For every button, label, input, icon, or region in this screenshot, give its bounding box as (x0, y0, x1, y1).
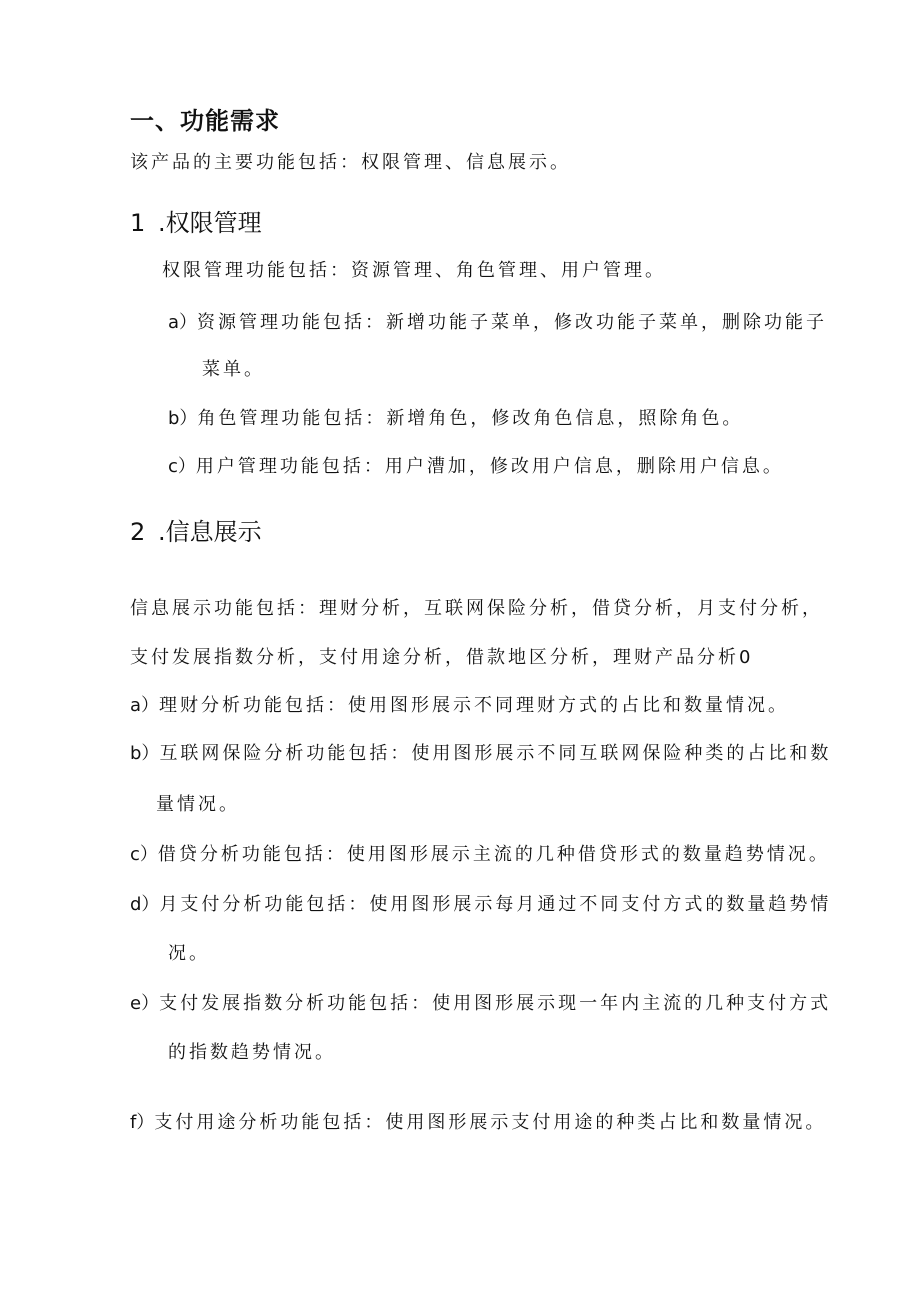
list-marker: b） (168, 408, 198, 429)
info-intro-line-1: 信息展示功能包括：理财分析，互联网保险分析，借贷分析，月支付分析， (130, 598, 823, 619)
subsection-title: .权限管理 (158, 209, 262, 237)
list-marker: c） (168, 456, 196, 477)
info-intro-line-2: 支付发展指数分析，支付用途分析，借款地区分析，理财产品分析0 (130, 647, 754, 668)
list-marker: c） (130, 844, 158, 865)
list-item: a）资源管理功能包括：新增功能子菜单，修改功能子菜单，删除功能子 (168, 312, 828, 333)
list-item: a）理财分析功能包括：使用图形展示不同理财方式的占比和数量情况。 (130, 695, 790, 716)
permission-intro: 权限管理功能包括：资源管理、角色管理、用户管理。 (162, 260, 666, 281)
list-marker: a） (168, 312, 198, 333)
list-marker: a） (130, 695, 160, 716)
list-item: f）支付用途分析功能包括：使用图形展示支付用途的种类占比和数量情况。 (130, 1112, 827, 1133)
list-item-continuation: 况。 (168, 943, 210, 964)
section-intro: 该产品的主要功能包括：权限管理、信息展示。 (130, 152, 571, 173)
list-marker: f） (130, 1112, 155, 1133)
list-marker: e） (130, 993, 160, 1014)
subsection-title: .信息展示 (158, 518, 262, 546)
list-item-continuation: 菜单。 (202, 359, 265, 380)
subsection-heading-info (130, 517, 262, 547)
list-item: c）用户管理功能包括：用户漕加，修改用户信息，删除用户信息。 (168, 456, 784, 477)
list-item: d）月支付分析功能包括：使用图形展示每月通过不同支付方式的数量趋势情 (130, 894, 832, 915)
list-item-continuation: 的指数趋势情况。 (168, 1042, 336, 1063)
list-marker: d） (130, 894, 160, 915)
subsection-heading-permission (130, 208, 262, 238)
list-item: b）互联网保险分析功能包括：使用图形展示不同互联网保险种类的占比和数 (130, 743, 832, 764)
subsection-number: 2 (130, 518, 146, 546)
list-item-continuation: 量情况。 (156, 794, 240, 815)
subsection-number: 1 (130, 209, 146, 237)
list-item: e）支付发展指数分析功能包括：使用图形展示现一年内主流的几种支付方式 (130, 993, 832, 1014)
list-marker: b） (130, 743, 160, 764)
list-item: c）借贷分析功能包括：使用图形展示主流的几种借贷形式的数量趋势情况。 (130, 844, 830, 865)
list-item: b）角色管理功能包括：新增角色，修改角色信息，照除角色。 (168, 408, 744, 429)
section-heading: 一、功能需求 (130, 107, 280, 135)
